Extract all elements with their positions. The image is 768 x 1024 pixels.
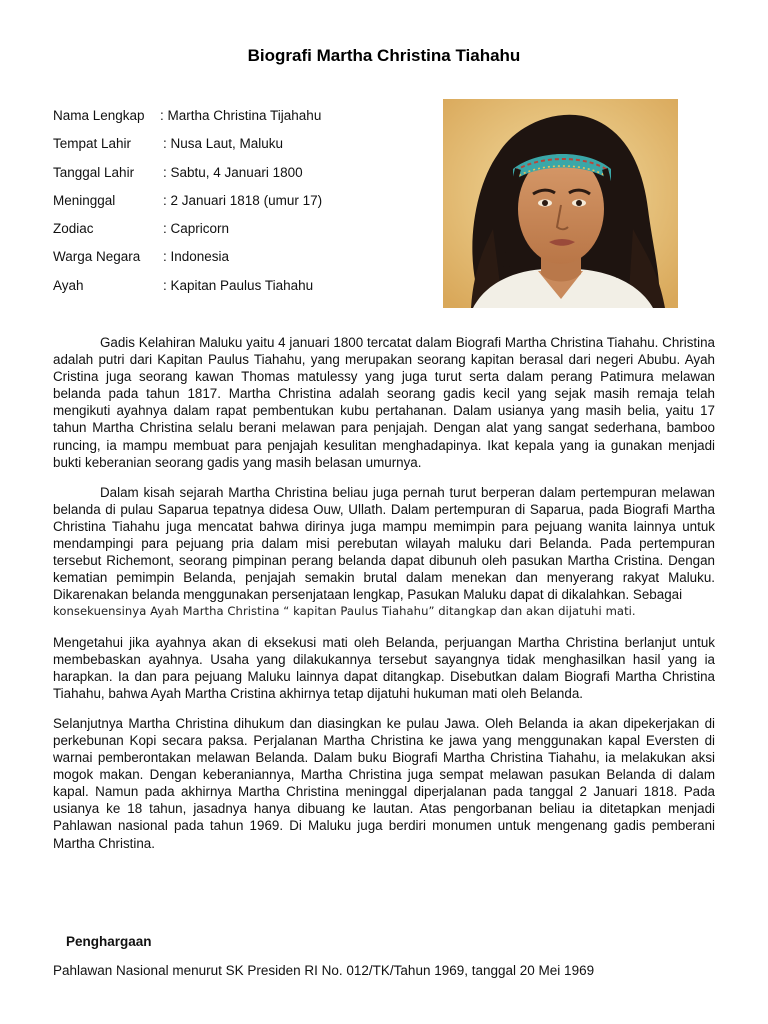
bio-row-zodiac bbox=[53, 221, 413, 249]
bio-row-death bbox=[53, 193, 413, 221]
award-text: Pahlawan Nasional menurut SK Presiden RI No. 012/TK/Tahun 1969, tanggal 20 Mei 1969 bbox=[53, 963, 595, 978]
portrait-illustration bbox=[443, 99, 678, 308]
bio-label: Tanggal Lahir bbox=[53, 164, 135, 180]
portrait-image bbox=[443, 99, 678, 308]
article-body bbox=[53, 334, 715, 865]
bio-value: : Martha Christina Tijahahu bbox=[160, 108, 322, 123]
bio-row-birthplace bbox=[53, 136, 413, 164]
paragraph-2: Dalam kisah sejarah Martha Christina beliau juga pernah turut berperan dalam pertempuran melawan belanda di pulau Saparua tepatnya didesa Ouw, Ullath. Dalam pertempuran di Saparua, pada Biografi Martha Christina Tiahahu juga mencatat bahwa dirinya juga mampu memimpin para pejuang wanita lainnya untuk mendampingi para pejuang pria dalam misi perebutan wilayah maluku dari Belanda. Pada pertempuran tersebut Richemont, seorang pimpinan perang belanda dapat dibunuh oleh pasukan Martha Cristina. Dengan kematian pemimpin Belanda, penjajah semakin brutal dalam menekan dan menyerang rakyat Maluku. Dikarenakan belanda menggunakan persenjataan lengkap, Pasukan Maluku dapat di dikalahkan. Sebagai bbox=[53, 484, 715, 603]
page-title: Biografi Martha Christina Tiahahu bbox=[247, 46, 521, 65]
paragraph-1: Gadis Kelahiran Maluku yaitu 4 januari 1800 tercatat dalam Biografi Martha Christina Tiahahu. Christina adalah putri dari Kapitan Paulus Tiahahu, yang merupakan seorang kapitan berasal dari negeri Abubu. Ayah Cristina juga seorang kawan Thomas matulessy yang juga turut serta dalam perang Patimura melawan belanda pada tahun 1817. Martha Christina adalah seorang gadis kecil yang sejak masih remaja telah mengikuti ayahnya dalam rapat pembentukan kubu pertahanan. Dalam usianya yang masih belia, yaitu 17 tahun Martha Christina selalu berani melawan para penjajah. Dengan alat yang sangat sederhana, bamboo runcing, ia mampu membuat para penjajah kesulitan menghadapinya. Ikat kepala yang ia gunakan menjadi bukti keberanian seorang gadis yang masih belasan umurnya. bbox=[53, 335, 715, 470]
paragraph-4: Selanjutnya Martha Christina dihukum dan diasingkan ke pulau Jawa. Oleh Belanda ia akan dipekerjakan di perkebunan Kopi secara paksa. Perjalanan Martha Christina ke jawa yang menggunakan kapal Eversten di warnai pemberontakan melawan Belanda. Dalam buku Biografi Martha Christina Tiahahu, ia melakukan aksi mogok makan. Dengan keberaniannya, Martha Christina juga sempat melawan pasukan Belanda di dalam kapal. Namun pada akhirnya Martha Christina meninggal diperjalanan pada tanggal 2 Januari 1818. Pada usianya ke 18 tahun, jasadnya hanya dibuang ke lautan. Atas pengorbanan beliau ia ditetapkan menjadi Pahlawan nasional pada tahun 1969. Di Maluku juga berdiri monumen untuk mengenang gadis pemberani Martha Christina. bbox=[53, 715, 715, 851]
bio-label: Zodiac bbox=[53, 221, 94, 237]
bio-row-birthdate bbox=[53, 165, 413, 193]
award-heading: Penghargaan bbox=[66, 934, 152, 949]
bio-row-citizenship bbox=[53, 249, 413, 277]
bio-label: Tempat Lahir bbox=[53, 136, 132, 152]
paragraph-2-tail: konsekuensinya Ayah Martha Christina “ kapitan Paulus Tiahahu” ditangkap dan akan dijatuhi mati. bbox=[53, 604, 636, 619]
bio-value: : Indonesia bbox=[163, 249, 230, 265]
bio-value: : Sabtu, 4 Januari 1800 bbox=[163, 164, 303, 180]
bio-row-full-name bbox=[53, 108, 413, 136]
bio-label: Meninggal bbox=[53, 192, 116, 208]
bio-table bbox=[53, 108, 413, 306]
paragraph-3: Mengetahui jika ayahnya akan di eksekusi mati oleh Belanda, perjuangan Martha Christina berlanjut untuk membebaskan ayahnya. Usaha yang dilakukannya tersebut sayangnya tidak menghasilkan hasil yang ia harapkan. Ia dan para pejuang Maluku lainnya dapat ditangkap. Disebutkan dalam Biografi Martha Christina Tiahahu, bahwa Ayah Martha Cristina akhirnya tetap dijatuhi hukuman mati oleh Belanda. bbox=[53, 634, 715, 701]
bio-value: : Capricorn bbox=[163, 221, 230, 237]
bio-label: Nama Lengkap bbox=[53, 108, 145, 123]
bio-label: Ayah bbox=[53, 277, 84, 293]
bio-value: : Nusa Laut, Maluku bbox=[163, 136, 284, 152]
bio-label: Warga Negara bbox=[53, 249, 141, 265]
bio-row-father bbox=[53, 278, 413, 306]
bio-value: : Kapitan Paulus Tiahahu bbox=[163, 277, 314, 293]
bio-value: : 2 Januari 1818 (umur 17) bbox=[163, 192, 323, 208]
